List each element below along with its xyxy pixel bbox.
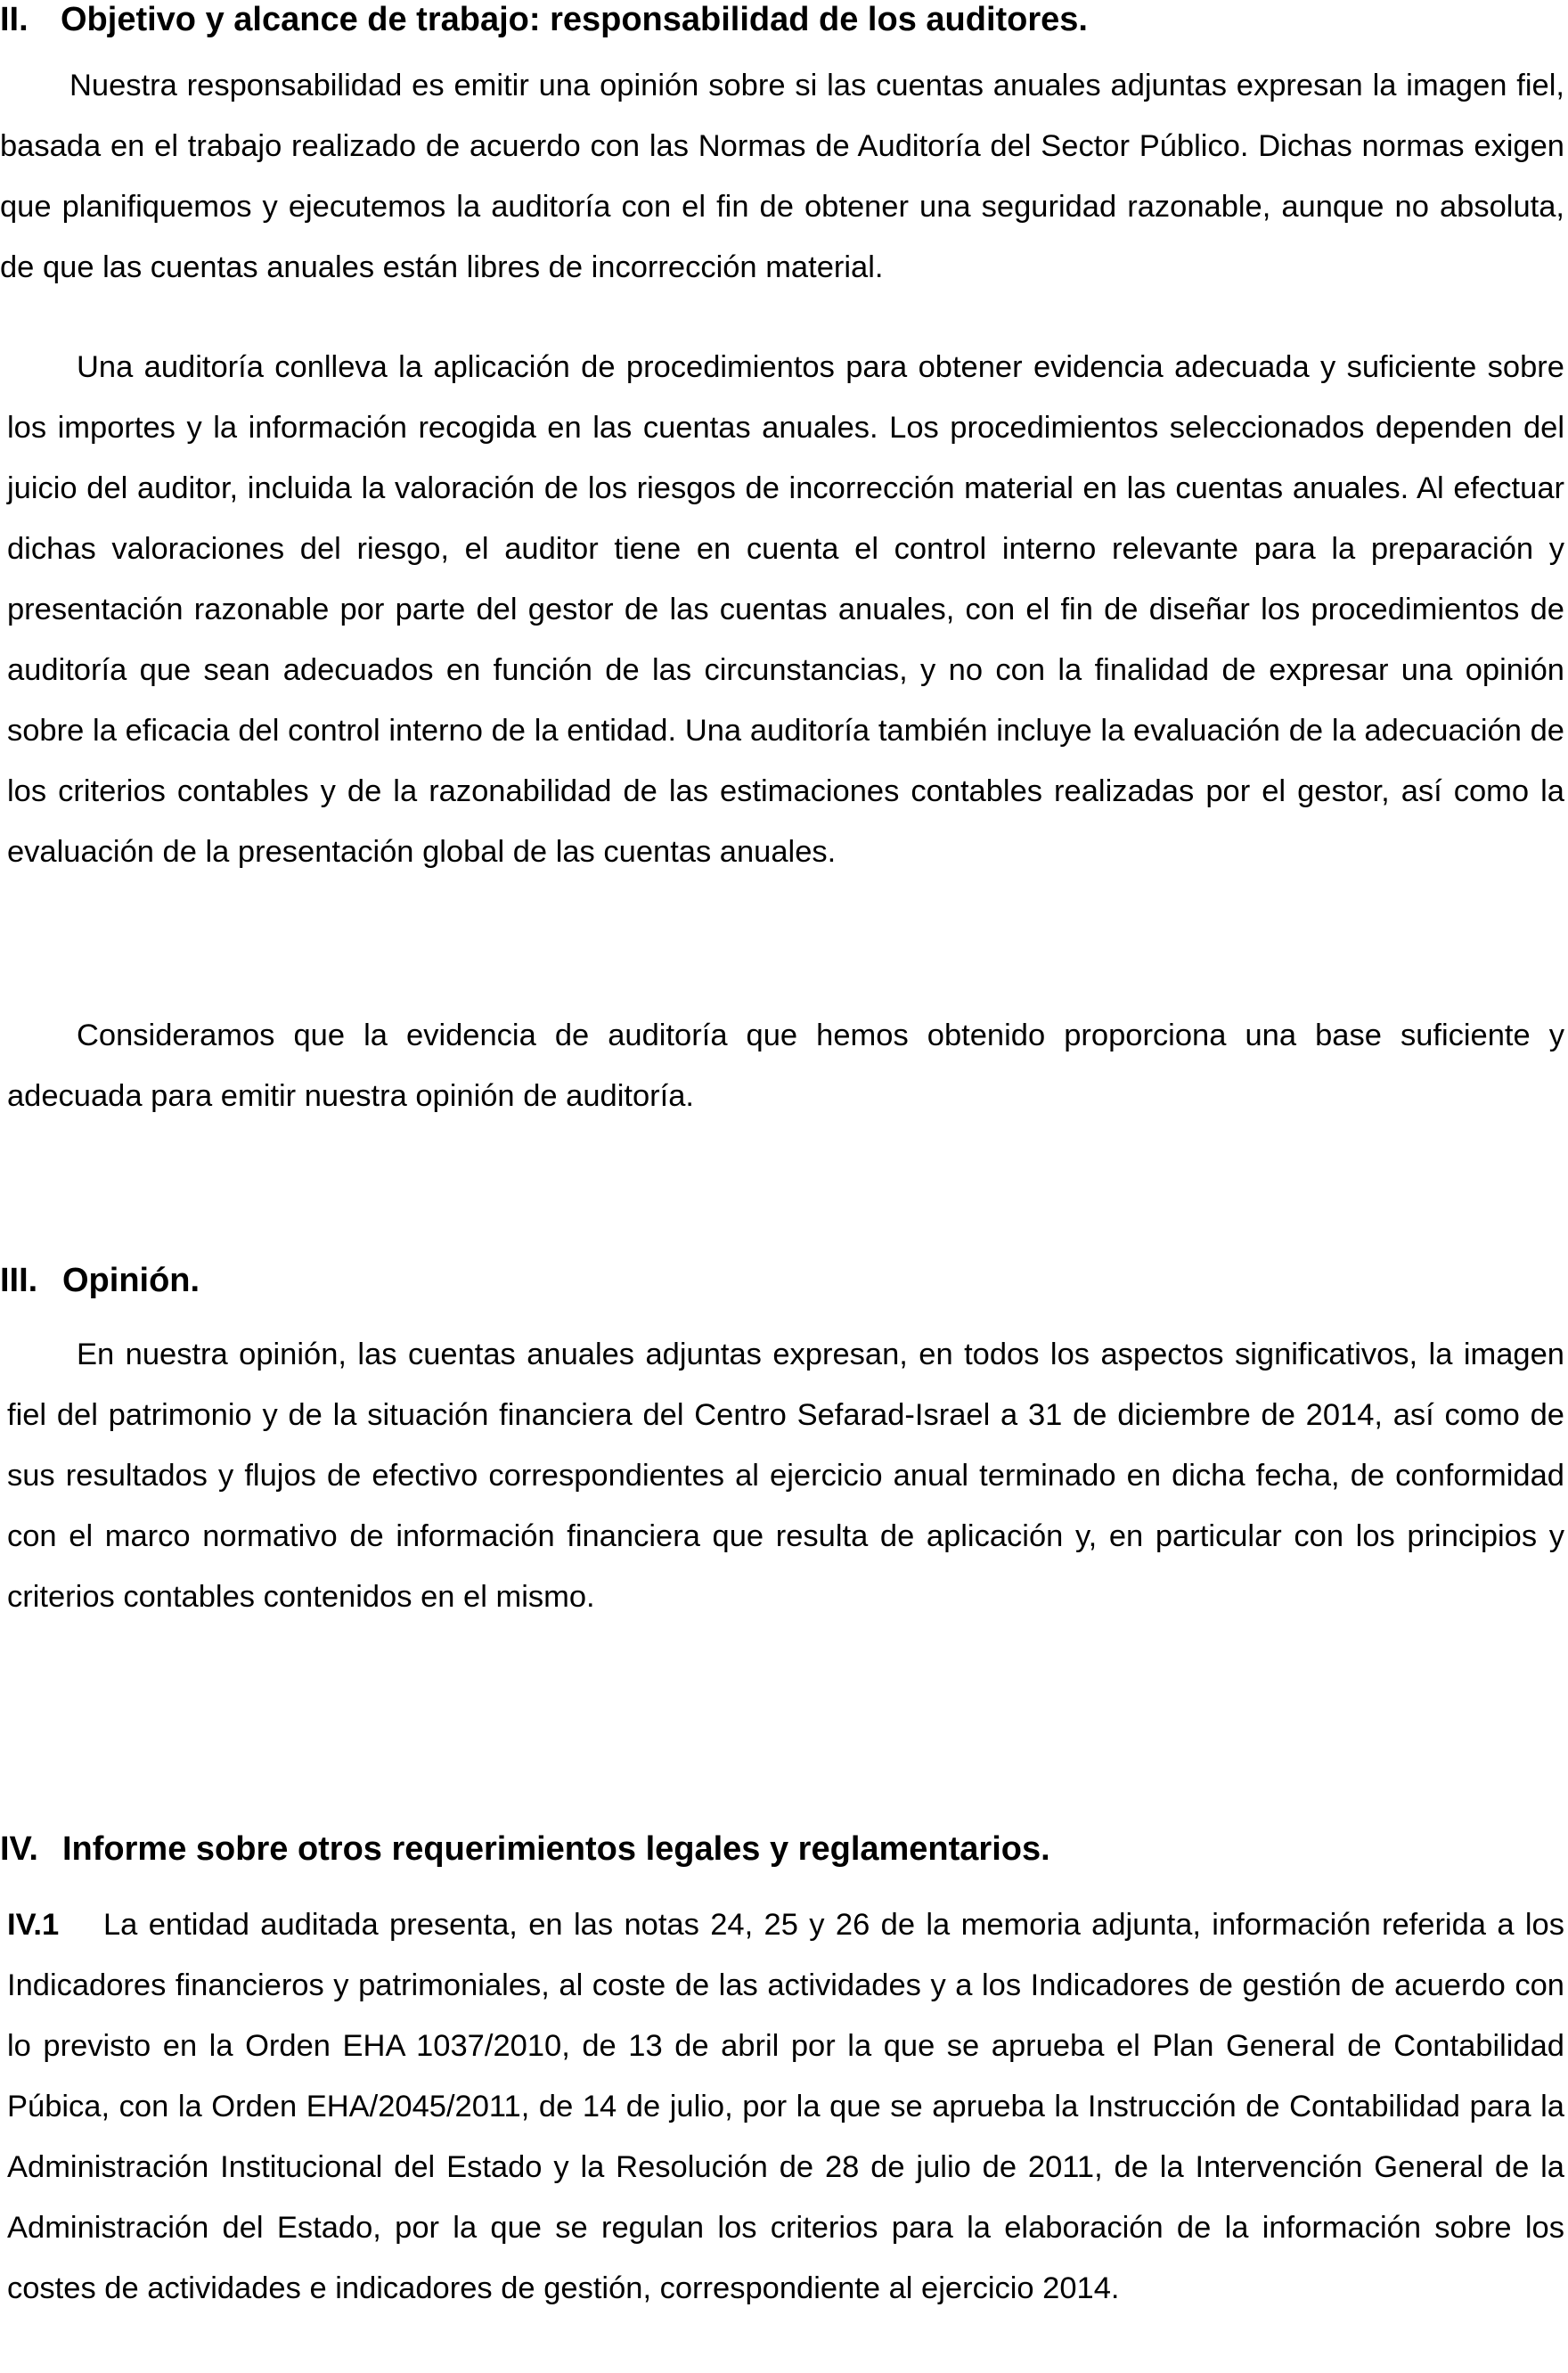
section-iii-heading [0,1261,200,1300]
section-ii-paragraph-1: Nuestra responsabilidad es emitir una opinión sobre si las cuentas anuales adjuntas expresan la imagen fiel, basada en el trabajo realizado de acuerdo con las Normas de Auditoría del Sector Público. Dichas normas exigen que planifiquemos y ejecutemos la auditoría con el fin de obtener una seguridad razonable, aunque no absoluta, de que las cuentas anuales están libres de incorrección material. [0,69,1564,284]
section-ii-paragraph-2: Una auditoría conlleva la aplicación de procedimientos para obtener evidencia adecuada y suficiente sobre los importes y la información recogida en las cuentas anuales. Los procedimientos seleccionados dependen del juicio del auditor, incluida la valoración de los riesgos de incorrección material en las cuentas anuales. Al efectuar dichas valoraciones del riesgo, el auditor tiene en cuenta el control interno relevante para la preparación y presentación razonable por parte del gestor de las cuentas anuales, con el fin de diseñar los procedimientos de auditoría que sean adecuados en función de las circunstancias, y no con la finalidad de expresar una opinión sobre la eficacia del control interno de la entidad. Una auditoría también incluye la evaluación de la adecuación de los criterios contables y de la razonabilidad de las estimaciones contables realizadas por el gestor, así como la evaluación de la presentación global de las cuentas anuales. [7,350,1564,869]
section-iii-paragraph-1: En nuestra opinión, las cuentas anuales adjuntas expresan, en todos los aspectos significativos, la imagen fiel del patrimonio y de la situación financiera del Centro Sefarad-Israel a 31 de diciembre de 2014, así como de sus resultados y flujos de efectivo correspondientes al ejercicio anual terminado en dicha fecha, de conformidad con el marco normativo de información financiera que resulta de aplicación y, en particular con los principios y criterios contables contenidos en el mismo. [7,1338,1564,1614]
section-ii-heading [0,0,1088,39]
section-iii-number: III. [0,1262,38,1299]
section-ii-title: Objetivo y alcance de trabajo: responsabilidad de los auditores. [61,1,1088,38]
section-iv-item-label: IV.1 [7,1908,60,1942]
section-iv-number: IV. [0,1830,38,1868]
section-ii-number: II. [0,1,29,38]
section-iv-item-text: La entidad auditada presenta, en las notas 24, 25 y 26 de la memoria adjunta, información referida a los Indicadores financieros y patrimoniales, al coste de las actividades y a los Indicadores de gestión de acuerdo con lo previsto en la Orden EHA 1037/2010, de 13 de abril por la que se aprueba el Plan General de Contabilidad Púbica, con la Orden EHA/2045/2011, de 14 de julio, por la que se aprueba la Instrucción de Contabilidad para la Administración Institucional del Estado y la Resolución de 28 de julio de 2011, de la Intervención General de la Administración del Estado, por la que se regulan los criterios para la elaboración de la información sobre los costes de actividades e indicadores de gestión, correspondiente al ejercicio 2014. [7,1908,1564,2305]
section-iv-heading [0,1829,1050,1869]
section-iv-item-1 [7,1894,1564,2319]
section-ii-paragraph-3: Consideramos que la evidencia de auditoría que hemos obtenido proporciona una base suficiente y adecuada para emitir nuestra opinión de auditoría. [7,1019,1564,1113]
section-iii-title: Opinión. [62,1262,200,1299]
section-iv-title: Informe sobre otros requerimientos legales y reglamentarios. [62,1830,1050,1868]
